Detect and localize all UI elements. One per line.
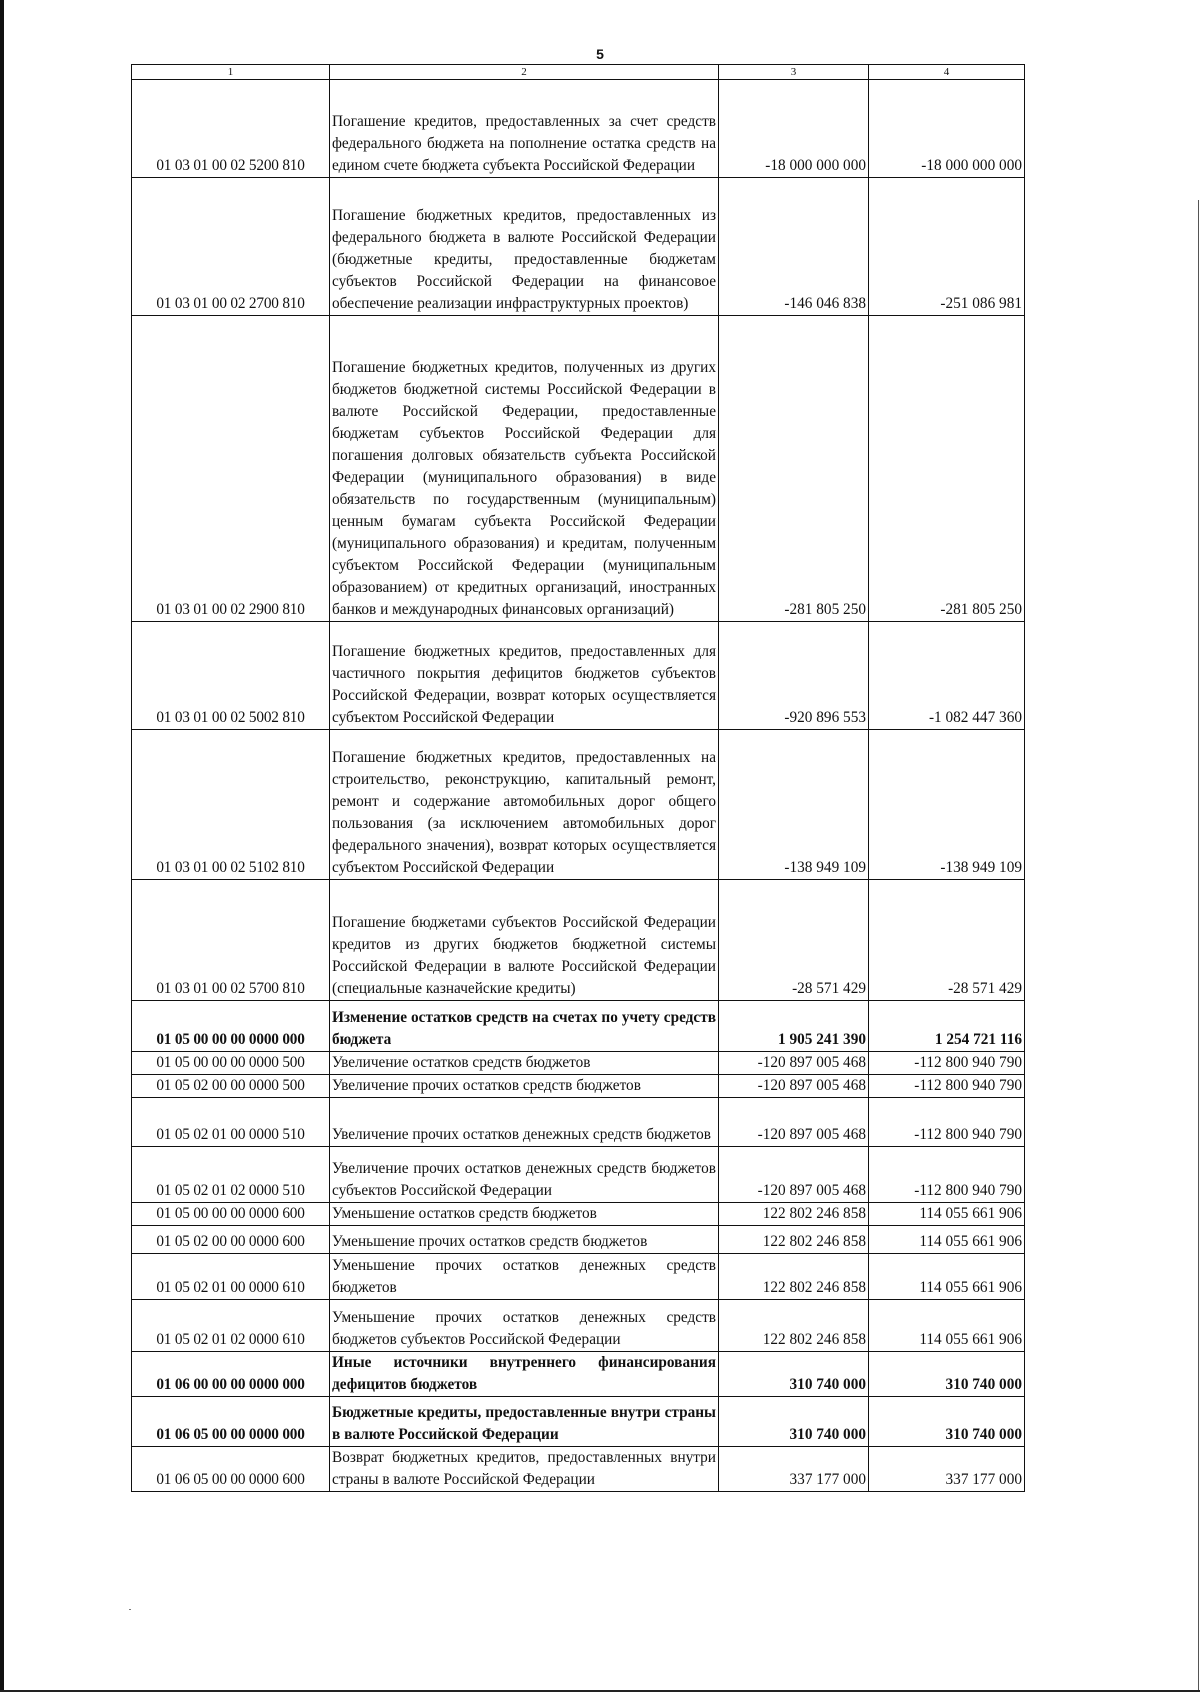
table-row	[132, 178, 1025, 316]
row-value-col3-cell: -281 805 250	[719, 316, 869, 622]
row-name-cell: Погашение бюджетных кредитов, предоставленных из федерального бюджета в валюте Российской Федерации (бюджетные кредиты, предоставленные бюджетам субъектов Российской Федерации на финансовое обеспечение реализации инфраструктурных проектов)	[330, 178, 719, 316]
row-value-col4-cell: -138 949 109	[869, 730, 1025, 880]
table-row	[132, 80, 1025, 178]
row-value-col4-cell: -28 571 429	[869, 880, 1025, 1001]
row-name-cell: Увеличение прочих остатков денежных средств бюджетов	[330, 1098, 719, 1147]
scan-edge-left	[0, 0, 4, 1690]
row-value-col3-cell: 310 740 000	[719, 1397, 869, 1447]
row-value-col4-cell: 114 055 661 906	[869, 1203, 1025, 1226]
scan-edge-bottom	[0, 1690, 1200, 1692]
row-value-col3-cell: 1 905 241 390	[719, 1001, 869, 1052]
row-name-cell: Увеличение остатков средств бюджетов	[330, 1052, 719, 1075]
row-value-col4-cell: 1 254 721 116	[869, 1001, 1025, 1052]
row-code-cell: 01 05 02 00 00 0000 500	[132, 1075, 330, 1098]
row-value-col4-cell: -112 800 940 790	[869, 1075, 1025, 1098]
column-header-4: 4	[869, 65, 1025, 80]
row-code-cell: 01 05 00 00 00 0000 600	[132, 1203, 330, 1226]
row-value-col3-cell: 122 802 246 858	[719, 1203, 869, 1226]
row-code-cell: 01 05 02 01 02 0000 610	[132, 1300, 330, 1352]
row-code-cell: 01 05 00 00 00 0000 500	[132, 1052, 330, 1075]
table-row	[132, 1397, 1025, 1447]
table-row	[132, 880, 1025, 1001]
row-code-cell: 01 03 01 00 02 5700 810	[132, 880, 330, 1001]
row-code-cell: 01 06 00 00 00 0000 000	[132, 1352, 330, 1397]
row-name-cell: Бюджетные кредиты, предоставленные внутри страны в валюте Российской Федерации	[330, 1397, 719, 1447]
row-value-col4-cell: 114 055 661 906	[869, 1254, 1025, 1300]
row-value-col4-cell: -281 805 250	[869, 316, 1025, 622]
table-row	[132, 1075, 1025, 1098]
row-name-cell: Погашение кредитов, предоставленных за счет средств федерального бюджета на пополнение остатка средств на едином счете бюджета субъекта Российской Федерации	[330, 80, 719, 178]
row-value-col4-cell: -112 800 940 790	[869, 1147, 1025, 1203]
row-name-cell: Погашение бюджетами субъектов Российской Федерации кредитов из других бюджетов бюджетной системы Российской Федерации в валюте Российской Федерации (специальные казначейские кредиты)	[330, 880, 719, 1001]
row-name-cell: Погашение бюджетных кредитов, предоставленных на строительство, реконструкцию, капитальный ремонт, ремонт и содержание автомобильных дорог общего пользования (за исключением автомобильных дорог федерального значения), возврат которых осуществляется субъектом Российской Федерации	[330, 730, 719, 880]
row-value-col3-cell: 337 177 000	[719, 1447, 869, 1492]
row-code-cell: 01 05 02 01 00 0000 510	[132, 1098, 330, 1147]
table-row	[132, 1447, 1025, 1492]
row-name-cell: Иные источники внутреннего финансирования дефицитов бюджетов	[330, 1352, 719, 1397]
row-value-col4-cell: 337 177 000	[869, 1447, 1025, 1492]
row-code-cell: 01 05 02 00 00 0000 600	[132, 1226, 330, 1254]
row-code-cell: 01 03 01 00 02 5200 810	[132, 80, 330, 178]
scan-edge-right	[1198, 200, 1199, 1690]
row-value-col3-cell: -146 046 838	[719, 178, 869, 316]
page-number: 5	[596, 46, 604, 62]
row-name-cell: Увеличение прочих остатков денежных средств бюджетов субъектов Российской Федерации	[330, 1147, 719, 1203]
row-name-cell: Уменьшение остатков средств бюджетов	[330, 1203, 719, 1226]
row-value-col4-cell: -251 086 981	[869, 178, 1025, 316]
row-value-col4-cell: 310 740 000	[869, 1352, 1025, 1397]
row-name-cell: Уменьшение прочих остатков денежных средств бюджетов субъектов Российской Федерации	[330, 1300, 719, 1352]
row-code-cell: 01 06 05 00 00 0000 600	[132, 1447, 330, 1492]
column-number-header-row	[132, 65, 1025, 80]
row-code-cell: 01 03 01 00 02 2900 810	[132, 316, 330, 622]
row-name-cell: Изменение остатков средств на счетах по учету средств бюджета	[330, 1001, 719, 1052]
row-code-cell: 01 03 01 00 02 5102 810	[132, 730, 330, 880]
table-row	[132, 316, 1025, 622]
table-row	[132, 1254, 1025, 1300]
column-header-2: 2	[330, 65, 719, 80]
row-name-cell: Увеличение прочих остатков средств бюджетов	[330, 1075, 719, 1098]
scan-speck	[129, 1609, 131, 1610]
row-code-cell: 01 03 01 00 02 2700 810	[132, 178, 330, 316]
row-name-cell: Уменьшение прочих остатков средств бюджетов	[330, 1226, 719, 1254]
row-code-cell: 01 05 02 01 02 0000 510	[132, 1147, 330, 1203]
table-row	[132, 1147, 1025, 1203]
column-header-1: 1	[132, 65, 330, 80]
column-header-3: 3	[719, 65, 869, 80]
row-value-col3-cell: 122 802 246 858	[719, 1254, 869, 1300]
table-row	[132, 1203, 1025, 1226]
row-value-col4-cell: 114 055 661 906	[869, 1226, 1025, 1254]
row-value-col3-cell: -120 897 005 468	[719, 1098, 869, 1147]
row-code-cell: 01 03 01 00 02 5002 810	[132, 622, 330, 730]
row-value-col4-cell: 114 055 661 906	[869, 1300, 1025, 1352]
table-row	[132, 622, 1025, 730]
row-value-col4-cell: -112 800 940 790	[869, 1052, 1025, 1075]
row-value-col4-cell: -112 800 940 790	[869, 1098, 1025, 1147]
row-name-cell: Уменьшение прочих остатков денежных средств бюджетов	[330, 1254, 719, 1300]
row-value-col3-cell: -28 571 429	[719, 880, 869, 1001]
row-value-col3-cell: 122 802 246 858	[719, 1226, 869, 1254]
row-code-cell: 01 05 00 00 00 0000 000	[132, 1001, 330, 1052]
table-row	[132, 1352, 1025, 1397]
row-value-col4-cell: 310 740 000	[869, 1397, 1025, 1447]
table-row	[132, 1052, 1025, 1075]
row-code-cell: 01 05 02 01 00 0000 610	[132, 1254, 330, 1300]
table-row	[132, 1098, 1025, 1147]
table-row	[132, 1001, 1025, 1052]
row-value-col3-cell: -920 896 553	[719, 622, 869, 730]
table-row	[132, 730, 1025, 880]
budget-sources-table	[131, 64, 1025, 1492]
row-name-cell: Погашение бюджетных кредитов, предоставленных для частичного покрытия дефицитов бюджетов субъектов Российской Федерации, возврат которых осуществляется субъектом Российской Федерации	[330, 622, 719, 730]
row-code-cell: 01 06 05 00 00 0000 000	[132, 1397, 330, 1447]
row-value-col3-cell: 122 802 246 858	[719, 1300, 869, 1352]
row-value-col4-cell: -1 082 447 360	[869, 622, 1025, 730]
row-name-cell: Возврат бюджетных кредитов, предоставленных внутри страны в валюте Российской Федерации	[330, 1447, 719, 1492]
row-value-col3-cell: -138 949 109	[719, 730, 869, 880]
table-row	[132, 1226, 1025, 1254]
row-value-col3-cell: -120 897 005 468	[719, 1052, 869, 1075]
row-name-cell: Погашение бюджетных кредитов, полученных из других бюджетов бюджетной системы Российской Федерации в валюте Российской Федерации, предоставленные бюджетам субъектов Российской Федерации для погашения долговых обязательств субъекта Российской Федерации (муниципального образования) в виде обязательств по государственным (муниципальным) ценным бумагам субъекта Российской Федерации (муниципального образования) и кредитам, полученным субъектом Российской Федерации (муниципальным образованием) от кредитных организаций, иностранных банков и международных финансовых организаций)	[330, 316, 719, 622]
row-value-col4-cell: -18 000 000 000	[869, 80, 1025, 178]
row-value-col3-cell: -18 000 000 000	[719, 80, 869, 178]
table-row	[132, 1300, 1025, 1352]
row-value-col3-cell: -120 897 005 468	[719, 1147, 869, 1203]
row-value-col3-cell: -120 897 005 468	[719, 1075, 869, 1098]
row-value-col3-cell: 310 740 000	[719, 1352, 869, 1397]
